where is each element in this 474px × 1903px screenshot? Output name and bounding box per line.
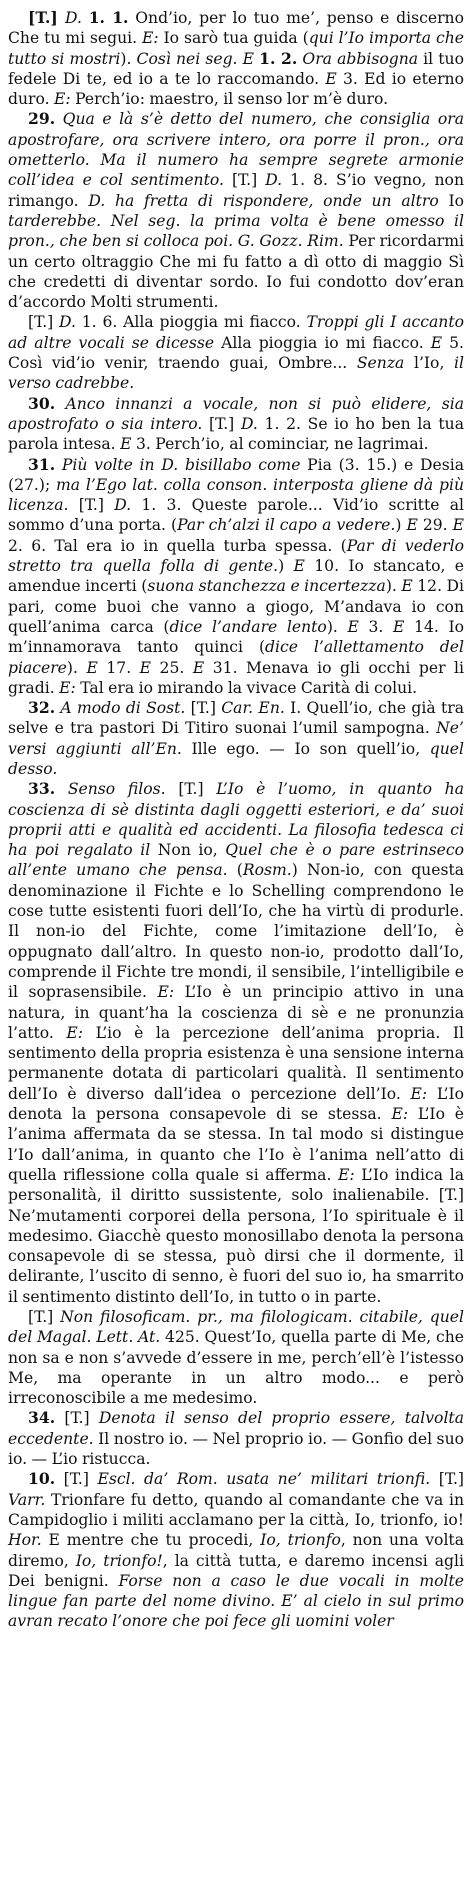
entry-number: 30. [28, 393, 56, 413]
entry-text: Ond’io, per lo tuo me’, penso e discerno Che tu mi segui. [8, 9, 464, 48]
dictionary-entry [8, 1469, 464, 1631]
italic-text: D. [65, 9, 89, 27]
italic-text: D. [59, 313, 76, 332]
dictionary-entry [8, 312, 464, 393]
entry-text: ) [395, 516, 407, 535]
italic-text: D. [240, 414, 258, 433]
italic-text: Rosm. [242, 861, 292, 880]
italic-text: Forse non a caso le due vocali in molte lingue fan parte del nome divino. E’ al cielo in sul primo avran recato l’onore che poi fece gli uomini voler [8, 1571, 465, 1631]
entry-text: Ille ego. — Io son quell’io, [181, 739, 430, 758]
entry-text: Perch’io: maestro, il senso lor m’è duro. [70, 90, 389, 109]
entry-text: ) [278, 557, 294, 576]
entry-text: ). [385, 577, 402, 596]
italic-text: E: [59, 678, 76, 697]
dictionary-entry [8, 1307, 464, 1408]
entry-text: Per ricordarmi un certo oltraggio Che mi fu fatto a dì otto di maggio Sì che credetti di diventar sordo. Io fui condotto dov’eran d’accordo Molti strumenti. [8, 232, 464, 312]
entry-text: [T.] [68, 496, 115, 515]
italic-text: Quel che è o pare estrinseco all’ente umano che pensa. [8, 841, 465, 880]
entry-text: Io [438, 191, 464, 210]
entry-text: L’io è la percezione dell’anima propria. Il sentimento della propria esistenza è una sensione interna permanente dotata di particolari qualità. Il sentimento dell’Io è diverso dall’idea o percezione dell’Io. [8, 1023, 464, 1103]
italic-text: Ora abbisogna [302, 49, 419, 68]
entry-text: [T.] [28, 313, 60, 332]
entry-text: [T.] [185, 699, 222, 718]
entry-number: 32. [28, 698, 56, 718]
entry-text: L’Io è l’anima affermata da se stessa. In tal modo si distingue l’Io dall’anima, in quanto che l’Io è l’anima nell’atto di quella riflessione colla quale si afferma. [8, 1105, 464, 1184]
italic-text: Qua e là s’è detto del numero, che consiglia ora apostrofare, ora scrivere intero, ora porre il pron., ora ometterlo. Ma il numero ha sempre segrete armonie coll’idea e col sentimento. [8, 110, 464, 190]
entry-text: , non una volta diremo, [8, 1531, 464, 1570]
italic-text: quel desso. [8, 739, 464, 778]
italic-text: E [430, 333, 443, 352]
entry-text: ). [120, 49, 137, 68]
italic-text: E: [66, 1023, 84, 1042]
italic-text: E [192, 658, 205, 677]
entry-text: [T.] [55, 1409, 99, 1428]
entry-text: Alla pioggia io mi fiacco. [214, 333, 431, 352]
entry-text: [T.] [28, 1308, 61, 1326]
italic-text: qui l’Io importa che tutto si mostri [8, 29, 464, 68]
italic-text: Non filosoficam. pr., ma filologicam. citabile, quel del Magal. Lett. At. [8, 1308, 464, 1347]
entry-text: 1. 6. Alla pioggia mi fiacco. [75, 313, 307, 332]
italic-text: Hor. [8, 1531, 42, 1550]
italic-text: Più volte in D. bisillabo come [55, 455, 301, 474]
entry-text: 3. Perch’io, al cominciar, ne lagrimai. [131, 435, 429, 454]
entry-text: l’Io, [404, 354, 455, 373]
entry-number: 1. 2. [259, 48, 298, 68]
italic-text: E: [54, 90, 71, 109]
italic-text: Senza [356, 354, 405, 373]
italic-text: D. [114, 496, 132, 515]
entry-text: 29. [417, 516, 453, 535]
dictionary-entry [8, 698, 464, 779]
italic-text: E: [391, 1105, 409, 1124]
italic-text: E [325, 69, 337, 88]
italic-text: Troppi gli I accanto ad altre vocali se dicesse [8, 313, 464, 352]
entry-text: 14. Io m’innamorava tanto quinci ( [8, 617, 465, 657]
italic-text: E [120, 435, 132, 454]
italic-text: E [86, 658, 98, 677]
entry-text: 25. [151, 658, 193, 677]
italic-text: E: [338, 1165, 355, 1184]
entry-text: Il nostro io. — Nel proprio io. — Gonfio del suo io. — L’io ristucca. [8, 1429, 464, 1469]
entry-text: 5. Così vid’io venir, traendo guai, Ombre... [8, 333, 465, 373]
italic-text: suona stanchezza e incertezza [147, 577, 386, 596]
italic-text: Car. En. [221, 699, 285, 718]
entry-number: 10. [28, 1469, 56, 1489]
entry-text: Trionfare fu detto, quando al comandante che va in Campidoglio i militi acclamano per la città, Io, trionfo, io! [8, 1490, 464, 1529]
entry-text: L’Io è un principio attivo in una natura, in quant’ha la coscienza di sè e ne pronunzia l’atto. [8, 983, 465, 1042]
italic-text: E [347, 617, 359, 636]
italic-text: il verso cadrebbe. [8, 354, 464, 393]
entry-text: 10. Io stancato, e amendue incerti ( [8, 557, 464, 596]
italic-text: Par di vederlo stretto tra quella folla di gente. [8, 536, 464, 576]
italic-text: Varr. [8, 1490, 46, 1509]
italic-text: E [393, 617, 405, 636]
entry-text: 31. Menava io gli occhi per li gradi. [8, 658, 465, 697]
entry-text: 12. Di pari, come buoi che vanno a giogo, M’andava io con quell’anima carca ( [8, 577, 465, 636]
dictionary-entry [8, 109, 464, 312]
italic-text: L’Io è l’uomo, in quanto ha coscienza di sè distinta dagli oggetti esteriori, e da’ suoi proprii atti e qualità ed accidenti. La filosofia tedesca ci ha poi regalato il [8, 780, 465, 860]
entry-text: 3. [358, 617, 394, 636]
entry-text: [T.] [165, 780, 217, 799]
entry-text: [T.] [430, 1470, 464, 1489]
entry-text: , la città tutta, e daremo incensi agli Dei benigni. [8, 1551, 464, 1590]
entry-text: 1. 8. S’io vegno, non rimango. [8, 171, 464, 210]
entry-text: Tal era io mirando la vivace Carità di colui. [75, 678, 418, 697]
entry-text: il tuo fedele Di te, ed io a te lo raccomando. [8, 49, 464, 88]
entry-text: Io sarò tua guida ( [158, 29, 309, 48]
entry-number: 1. 1. [88, 8, 129, 27]
entry-text: 1. 3. Queste parole... Vid’io scritte al sommo d’una porta. ( [8, 496, 464, 535]
italic-text: Denota il senso del proprio essere, talvolta eccedente. [8, 1409, 464, 1448]
italic-text: Così nei seg. E [136, 49, 255, 68]
entry-text: L’Io indica la personalità, il diritto sussistente, solo inalienabile. [T.] Ne’mutamenti corporei della persona, l’Io spirituale è il medesimo. Giacchè questo monosillabo denota la persona consapevole di se stessa, può dirsi che il dormente, il delirante, l’uscito di senno, è fuori del suo io, ha smarrito il sentimento distinto dell’Io, in tutto o in parte. [8, 1165, 464, 1306]
entry-text: 3. Ed io eterno duro. [8, 69, 464, 109]
entry-text: ). [66, 658, 87, 677]
entry-text: 17. [97, 658, 140, 677]
italic-text: E [293, 557, 305, 576]
italic-text: E: [157, 983, 175, 1002]
italic-text: Anco innanzi a vocale, non si può elidere, sia apostrofato o sia intero. [8, 394, 464, 433]
italic-text: dice l’allettamento del piacere [8, 638, 465, 677]
dictionary-entry [8, 394, 464, 455]
italic-text: Io, trionfo! [75, 1551, 163, 1570]
entry-text: Pia (3. 15.) e Desia (27.); [8, 455, 464, 494]
entry-text: I. Quell’io, che già tra selve e tra pastori Di Titiro suonai l’umil sampogna. [8, 699, 465, 738]
italic-text: ma l’Ego lat. colla conson. interposta gliene dà più licenza. [8, 475, 464, 515]
dictionary-entry [8, 1408, 464, 1469]
entry-number: [T.] [28, 8, 66, 27]
italic-text: E: [142, 29, 159, 48]
entry-text: ) Non-io, con questa denominazione il Fichte e lo Schelling comprendono le cose tutte esistenti fuori dell’Io, che ha virtù di produrle. Il non-io del Fichte, come l’imitazione dell’Io, è oppugnato dall’altro. In questo non-io, prodotto dall’Io, comprende il Fichte tre mondi, il sensibile, l’intelligibile e il soprasensibile. [8, 861, 465, 1002]
italic-text: E [139, 658, 152, 677]
entry-number: 29. [28, 109, 56, 129]
entry-text: [T.] [202, 414, 241, 433]
entry-text: E mentre che tu procedi, [41, 1531, 261, 1550]
entry-text: [T.] [55, 1470, 98, 1489]
entry-text: 425. Quest’Io, quella parte di Me, che non sa e non s’avvede d’essere in me, perch’ell’è l’istesso Me, ma operante in un altro modo... e però irreconoscibile a me medesimo. [8, 1328, 464, 1408]
entry-number: 33. [28, 779, 56, 799]
italic-text: Escl. da’ Rom. usata ne’ militari trionfi. [97, 1470, 431, 1489]
entry-text: 2. 6. Tal era io in quella turba spessa. ( [8, 536, 347, 555]
dictionary-entry [8, 455, 464, 699]
entry-number: 31. [28, 454, 56, 474]
entry-text: L’Io denota la persona consapevole di se stessa. [8, 1084, 464, 1124]
italic-text: E [406, 516, 418, 535]
dictionary-entry [8, 8, 464, 109]
italic-text: A modo di Sost. [55, 699, 186, 718]
italic-text: tarderebbe. Nel seg. la prima volta è bene omesso il pron., che ben si colloca poi. G. Gozz. Rim. [8, 211, 464, 251]
italic-text: Io, trionfo [260, 1531, 341, 1550]
italic-text: E [452, 516, 464, 535]
italic-text: E: [410, 1084, 428, 1103]
italic-text: Senso filos. [55, 780, 166, 799]
italic-text: D. ha fretta di rispondere, onde un altro [88, 191, 439, 210]
italic-text: dice l’andare lento [169, 617, 327, 636]
entry-text: Non io, [150, 841, 226, 860]
italic-text: Par ch’alzi il capo a vedere. [177, 516, 396, 535]
entry-text: ). [326, 617, 348, 636]
italic-text: D. [265, 171, 283, 190]
italic-text: E [401, 577, 413, 596]
entry-text: [T.] [223, 171, 266, 190]
entry-text: 1. 2. Se io ho ben la tua parola intesa. [8, 414, 464, 454]
entry-number: 34. [28, 1408, 56, 1428]
entry-text: ( [227, 861, 243, 880]
dictionary-entry [8, 779, 464, 1307]
italic-text: Ne’ versi aggiunti all’En. [8, 719, 464, 758]
